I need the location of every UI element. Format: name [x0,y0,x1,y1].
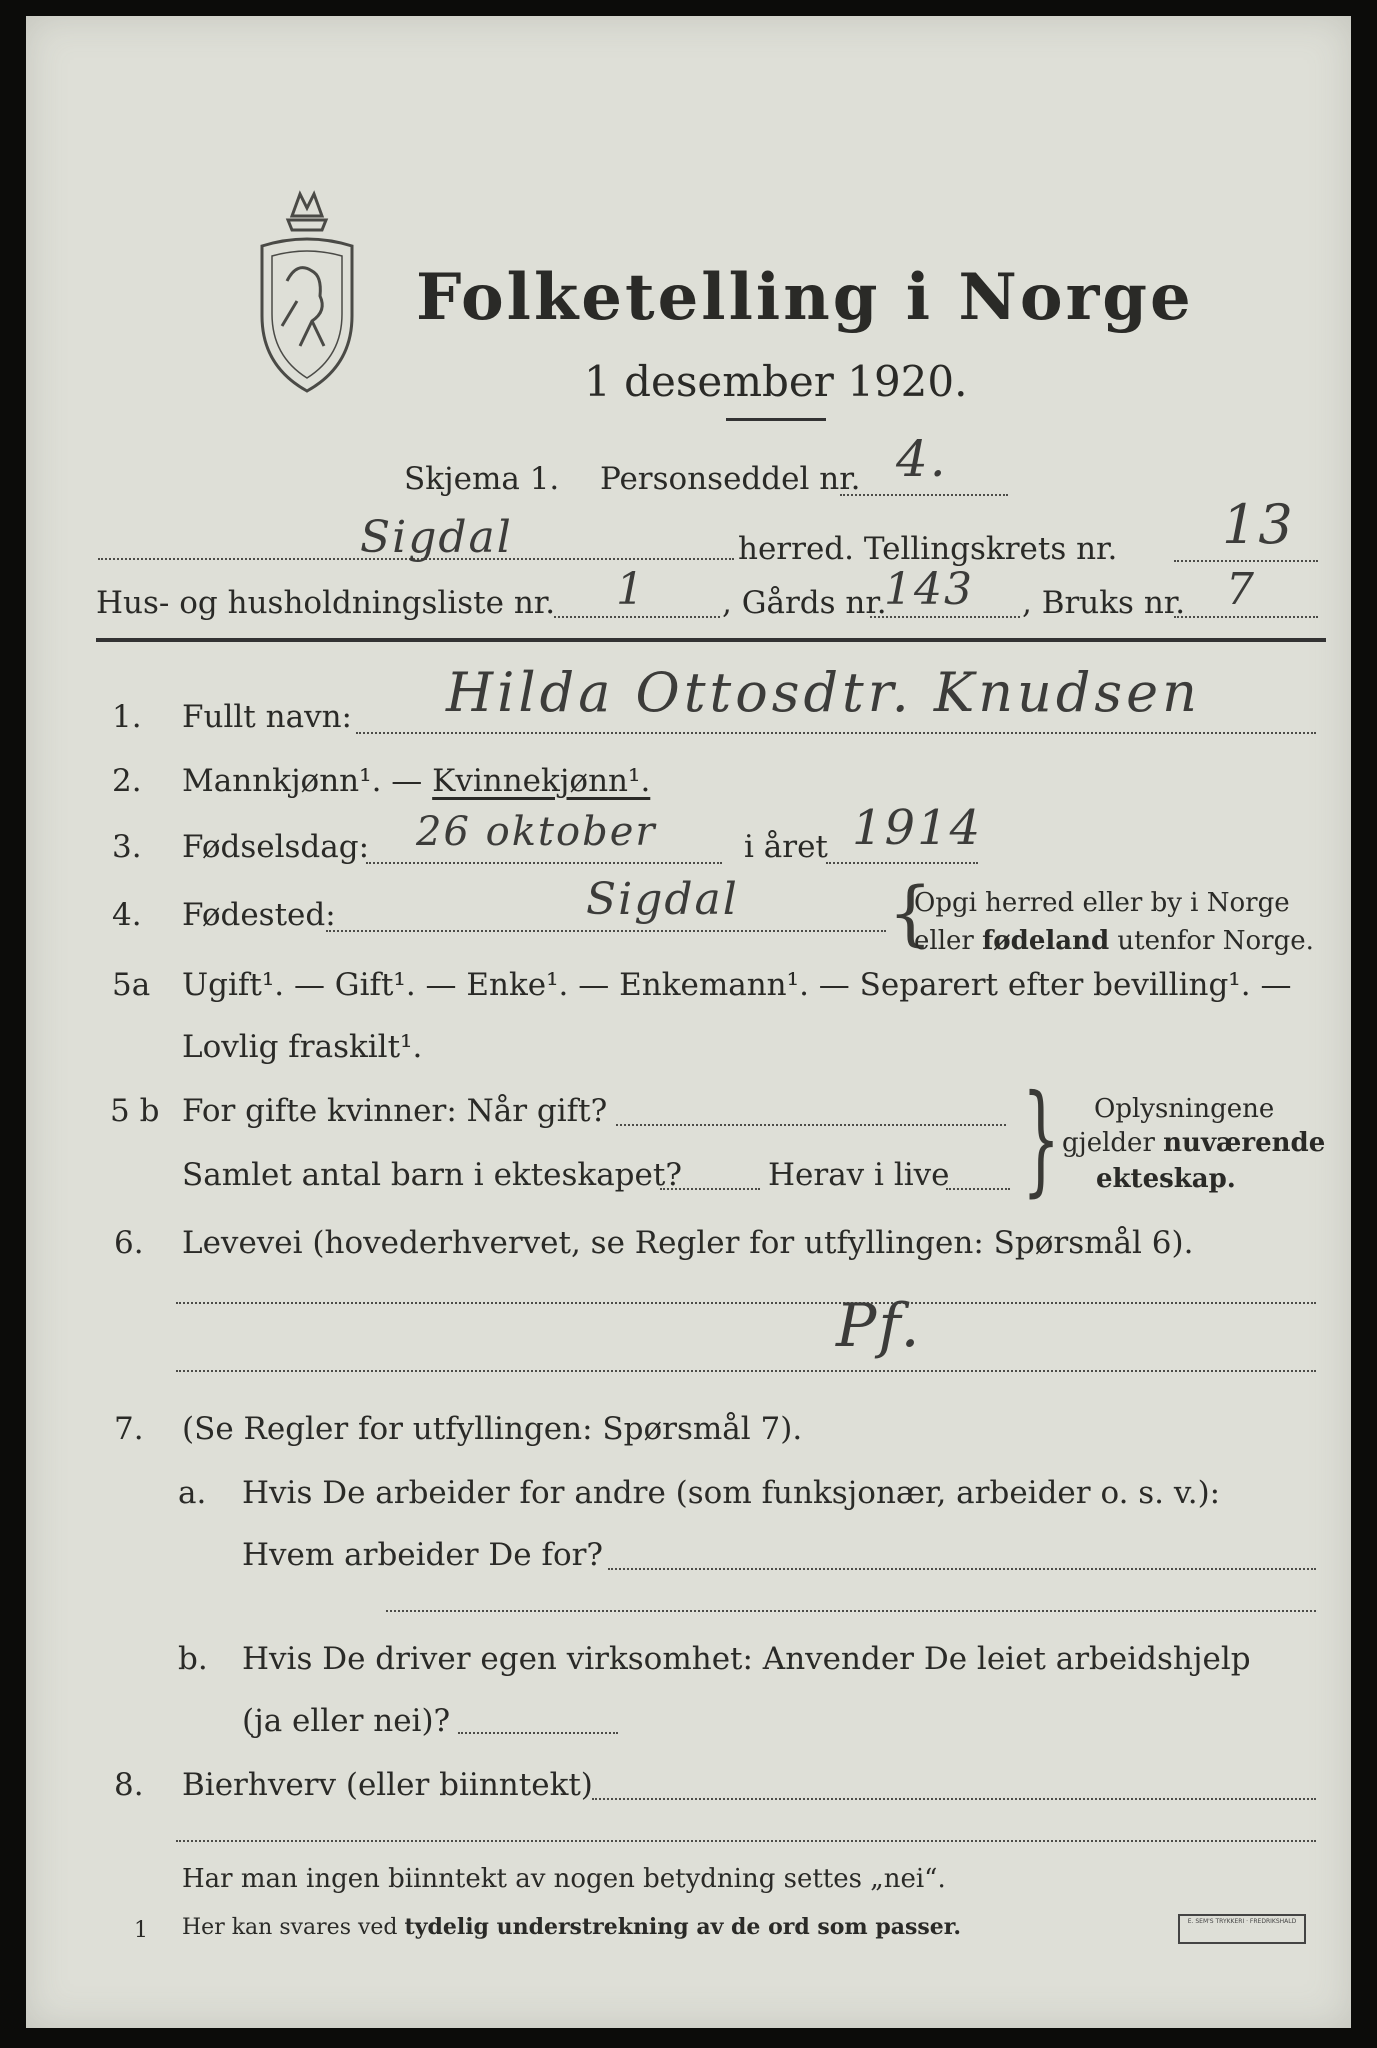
q3-number: 3. [112,829,142,865]
hus-value[interactable]: 1 [616,564,646,615]
q1-value[interactable]: Hilda Ottosdtr. Knudsen [446,661,1201,724]
hus-line [554,616,720,618]
q5b-note-2b: nuværende [1163,1128,1326,1158]
q7a-line2 [386,1610,1316,1612]
tellingskrets-value[interactable]: 13 [1222,493,1295,556]
q8-note: Har man ingen biinntekt av nogen betydning settes „nei“. [182,1864,946,1894]
herred-label: herred. Tellingskrets nr. [738,531,1118,567]
title-divider [726,418,826,421]
bruks-value[interactable]: 7 [1226,564,1256,615]
q4-note-line1: Opgi herred eller by i Norge [914,888,1290,918]
q4-value[interactable]: Sigdal [586,874,739,925]
herred-value[interactable]: Sigdal [360,512,513,563]
q1-number: 1. [112,699,142,735]
q6-line1 [176,1302,1316,1304]
personseddel-line [840,494,1008,496]
q7-number: 7. [114,1411,144,1447]
q4-note-2b: fødeland [982,926,1110,956]
bruks-line [1174,616,1318,618]
q8-number: 8. [114,1767,144,1803]
q5a-options-2[interactable]: Lovlig fraskilt¹. [182,1029,423,1065]
q6-label: Levevei (hovederhvervet, se Regler for utfyllingen: Spørsmål 6). [182,1225,1194,1261]
q3-line [366,862,722,864]
q5b-note-line2 [1062,1130,1325,1156]
q7b-number: b. [178,1641,208,1677]
skjema-label: Skjema 1. [404,461,560,497]
q2-options [182,763,651,799]
gards-value[interactable]: 143 [884,564,974,615]
q4-note-2c: utenfor Norge. [1109,926,1314,956]
q6-value[interactable]: Pf. [836,1291,922,1361]
q8-line1 [592,1798,1316,1800]
q4-note-2a: eller [914,926,983,956]
q4-number: 4. [112,897,142,933]
q5b-number: 5 b [110,1093,160,1129]
q5b-note-2a: gjelder [1062,1128,1164,1158]
footnote-text [182,1916,961,1939]
q7a-label2: Hvem arbeider De for? [242,1537,604,1573]
printer-stamp [1178,1914,1306,1944]
q1-label: Fullt navn: [182,699,352,735]
q5b-label2: Samlet antal barn i ekteskapet? [182,1157,682,1193]
footnote-number: 1 [134,1918,148,1943]
q7b-label2: (ja eller nei)? [242,1703,451,1739]
q8-line2 [176,1840,1316,1842]
q3-value[interactable]: 26 oktober [416,809,657,855]
census-form [26,16,1351,2028]
q7b-label: Hvis De driver egen virksomhet: Anvender De leiet arbeidshjelp [242,1641,1251,1677]
personseddel-value[interactable]: 4. [896,430,948,488]
q2-separator: — [381,763,433,799]
gards-label: , Gårds nr. [722,585,887,621]
q5b-note-line3: ekteskap. [1096,1164,1236,1194]
q7a-line1 [608,1568,1316,1570]
q7-label: (Se Regler for utfyllingen: Spørsmål 7). [182,1411,803,1447]
q1-line [356,732,1316,734]
q2-male[interactable]: Mannkjønn¹. [182,763,382,799]
q7a-label: Hvis De arbeider for andre (som funksjonær, arbeider o. s. v.): [242,1475,1221,1511]
norway-coat-of-arms-icon [252,186,362,396]
q4-note-line2 [914,928,1314,954]
printer-stamp-text: E. SEM'S TRYKKERI · FREDRIKSHALD [1187,1918,1297,1925]
q5b-note-line1: Oplysningene [1094,1094,1275,1124]
q5b-brace: } [1022,1070,1061,1209]
census-date: 1 desember 1920. [584,357,968,406]
header-divider [96,638,1326,642]
q3-label: Fødselsdag: [182,829,370,865]
q2-female[interactable]: Kvinnekjønn¹. [432,763,651,799]
q5b-line2 [660,1188,760,1190]
footnote-text-a: Her kan svares ved [182,1915,405,1940]
q2-number: 2. [112,763,142,799]
footnote-text-b: tydelig understrekning av de ord som passer. [404,1914,962,1940]
q4-brace: { [888,872,933,954]
gards-line [870,616,1020,618]
q7b-line [458,1732,618,1734]
q3-year-line [826,862,978,864]
q7a-number: a. [178,1475,207,1511]
personseddel-label: Personseddel nr. [600,461,861,497]
tellingskrets-line [1174,560,1318,562]
q5b-label3: Herav i live [768,1157,950,1193]
q6-number: 6. [114,1225,144,1261]
q8-label: Bierhverv (eller biinntekt) [182,1767,593,1803]
q6-line2 [176,1370,1316,1372]
bruks-label: , Bruks nr. [1022,585,1186,621]
q4-line [326,930,886,932]
hus-label: Hus- og husholdningsliste nr. [96,585,556,621]
form-title: Folketelling i Norge [416,260,1194,335]
q3-year-label: i året [744,829,828,865]
q4-label: Fødested: [182,897,336,933]
q5a-options[interactable]: Ugift¹. — Gift¹. — Enke¹. — Enkemann¹. — Separert efter bevilling¹. — [182,967,1292,1003]
q5b-label1: For gifte kvinner: Når gift? [182,1093,608,1129]
q3-year-value[interactable]: 1914 [852,800,983,856]
q5b-line3 [946,1188,1010,1190]
q5b-line1 [616,1124,1006,1126]
q5a-number: 5a [112,967,151,1003]
